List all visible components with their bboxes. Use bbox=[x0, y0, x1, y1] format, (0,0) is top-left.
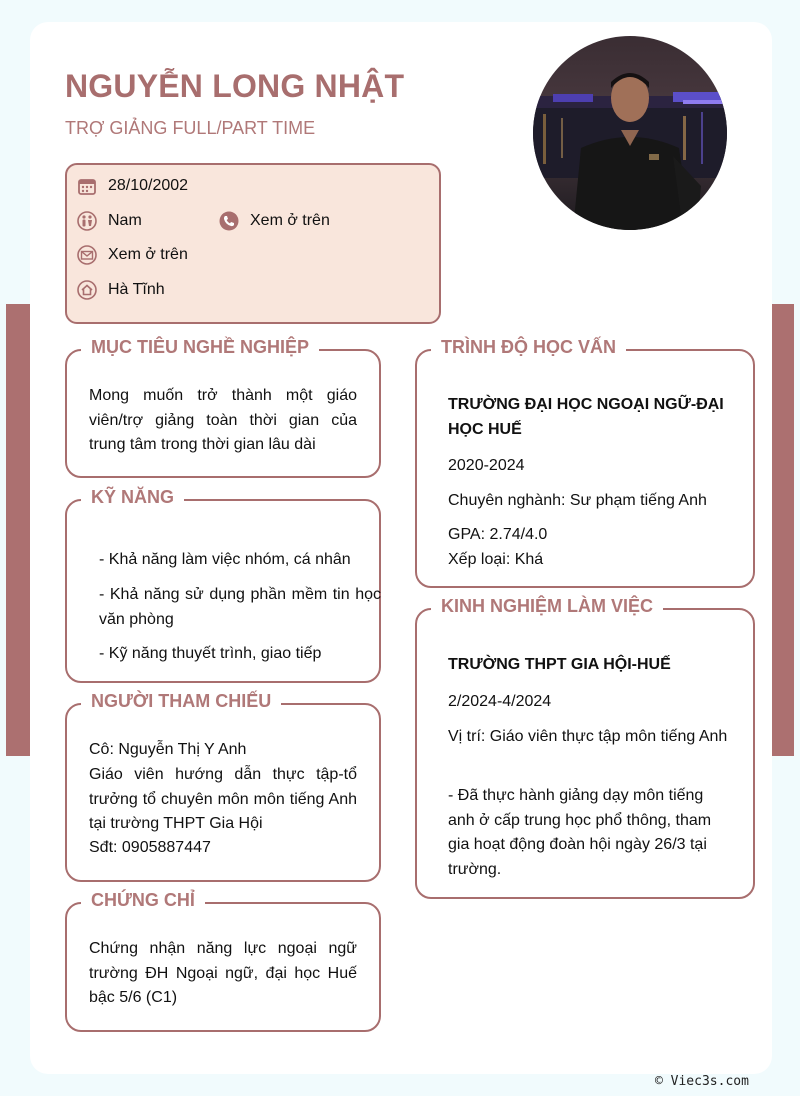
candidate-name: NGUYỄN LONG NHẬT bbox=[65, 68, 405, 104]
reference-phone: Sđt: 0905887447 bbox=[89, 839, 211, 856]
candidate-role: TRỢ GIẢNG FULL/PART TIME bbox=[65, 118, 316, 138]
calendar-icon bbox=[77, 176, 97, 196]
email-row bbox=[77, 245, 188, 265]
address-row bbox=[77, 280, 165, 300]
education-title: TRÌNH ĐỘ HỌC VẤN bbox=[431, 337, 626, 358]
birthdate-value: 28/10/2002 bbox=[108, 177, 189, 194]
experience-details: - Đã thực hành giảng dạy môn tiếng anh ở cấp trung học phổ thông, tham gia hoạt động đoàn hội ngày 26/3 tại trường. bbox=[448, 787, 712, 878]
skills-title: KỸ NĂNG bbox=[81, 487, 184, 508]
avatar-photo bbox=[533, 36, 727, 230]
experience-position: Vị trí: Giáo viên thực tập môn tiếng Anh bbox=[448, 728, 728, 745]
reference-description: Giáo viên hướng dẫn thực tập-tổ trưởng tổ chuyên môn môn tiếng Anh tại trường THPT Gia Hội bbox=[89, 766, 357, 832]
avatar bbox=[533, 36, 727, 230]
phone-value: Xem ở trên bbox=[250, 212, 330, 229]
education-period: 2020-2024 bbox=[448, 457, 525, 474]
education-major: Chuyên nghành: Sư phạm tiếng Anh bbox=[448, 492, 707, 509]
phone-icon bbox=[219, 211, 239, 231]
home-icon bbox=[77, 280, 97, 300]
footer-copyright: © Viec3s.com bbox=[655, 1074, 749, 1089]
certificates-text: Chứng nhận năng lực ngoại ngữ trường ĐH Ngoại ngữ, đại học Huế bậc 5/6 (C1) bbox=[89, 940, 357, 1006]
address-value: Hà Tĩnh bbox=[108, 281, 165, 298]
reference-title: NGƯỜI THAM CHIẾU bbox=[81, 691, 281, 712]
reference-name: Cô: Nguyễn Thị Y Anh bbox=[89, 741, 247, 758]
objective-section bbox=[65, 337, 381, 478]
skill-item: - Khả năng sử dụng phần mềm tin học văn phòng bbox=[99, 586, 381, 628]
left-accent-band bbox=[6, 304, 30, 756]
experience-company: TRƯỜNG THPT GIA HỘI-HUẾ bbox=[448, 656, 671, 673]
experience-title: KINH NGHIỆM LÀM VIỆC bbox=[431, 596, 663, 617]
education-gpa: GPA: 2.74/4.0 bbox=[448, 526, 548, 543]
personal-info-box bbox=[65, 163, 441, 324]
experience-period: 2/2024-4/2024 bbox=[448, 693, 552, 710]
gender-value: Nam bbox=[108, 212, 142, 229]
certificates-section bbox=[65, 890, 381, 1032]
objective-title: MỤC TIÊU NGHỀ NGHIỆP bbox=[81, 337, 319, 358]
reference-section bbox=[65, 691, 381, 882]
education-section bbox=[415, 337, 755, 588]
certificates-title: CHỨNG CHỈ bbox=[81, 890, 205, 911]
objective-text: Mong muốn trở thành một giáo viên/trợ giảng toàn thời gian của trung tâm trong thời gian lâu dài bbox=[89, 387, 357, 453]
gender-row bbox=[77, 211, 142, 231]
right-accent-band bbox=[772, 304, 794, 756]
experience-section bbox=[415, 596, 755, 899]
envelope-icon bbox=[77, 245, 97, 265]
skill-item: - Khả năng làm việc nhóm, cá nhân bbox=[99, 551, 351, 568]
skill-item: - Kỹ năng thuyết trình, giao tiếp bbox=[99, 645, 322, 662]
birthdate-row bbox=[77, 176, 188, 196]
email-value: Xem ở trên bbox=[108, 246, 188, 263]
skills-section bbox=[65, 487, 381, 683]
gender-icon bbox=[77, 211, 97, 231]
education-school: TRƯỜNG ĐẠI HỌC NGOẠI NGỮ-ĐẠI HỌC HUẾ bbox=[448, 396, 724, 438]
education-rank: Xếp loại: Khá bbox=[448, 551, 544, 568]
phone-row bbox=[219, 211, 330, 231]
